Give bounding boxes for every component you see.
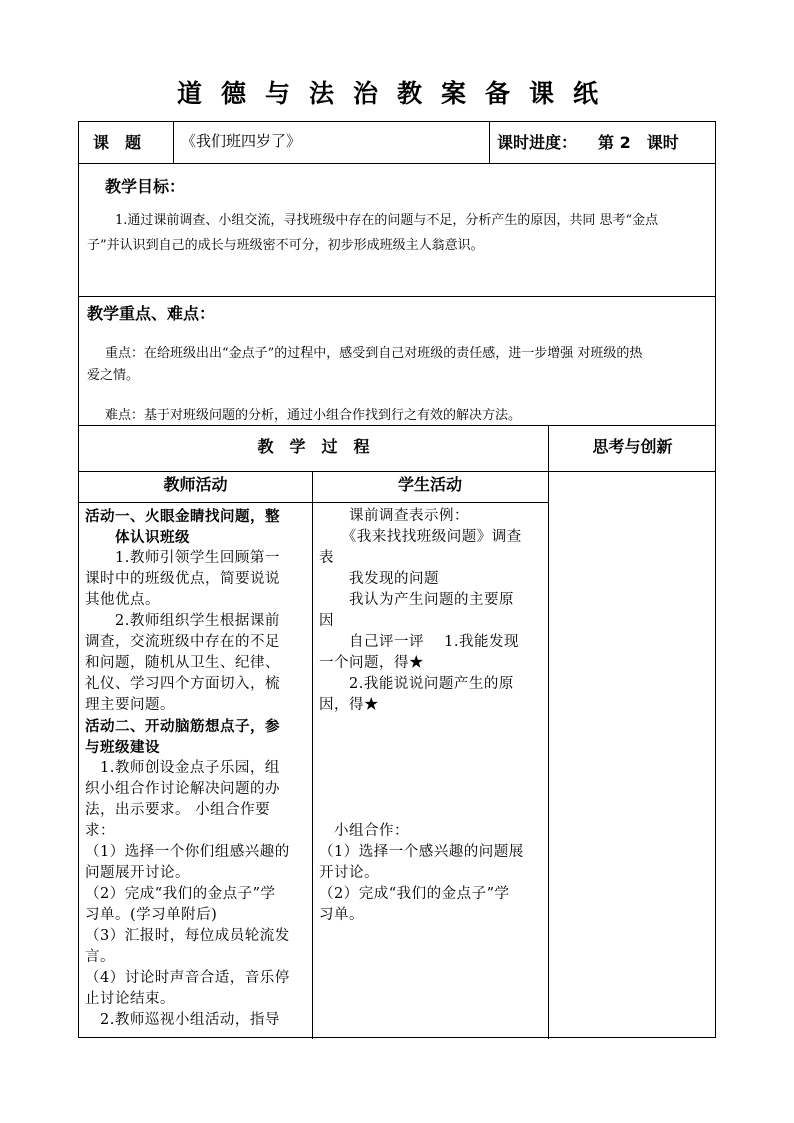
student-line bbox=[319, 758, 545, 779]
teacher-line: 法，出示要求。 小组合作要 bbox=[85, 802, 271, 818]
col-divider bbox=[489, 122, 490, 163]
row-divider bbox=[79, 502, 549, 503]
objectives-line-2: 子”并认识到自己的成长与班级密不可分，初步形成班级主人翁意识。 bbox=[87, 238, 484, 253]
row-divider bbox=[79, 296, 715, 297]
teacher-line: 与班级建设 bbox=[85, 739, 160, 756]
student-line: 习单。 bbox=[319, 907, 364, 923]
teacher-line: 1.教师创设金点子乐园，组 bbox=[85, 760, 280, 776]
student-line: 开讨论。 bbox=[319, 865, 379, 881]
keypoints-heading: 教学重点、难点： bbox=[87, 304, 216, 323]
student-line: 我发现的问题 bbox=[319, 571, 439, 587]
teacher-line: 和问题，随机从卫生、纪律、 bbox=[85, 655, 280, 671]
subject-value: 《我们班四岁了》 bbox=[181, 132, 302, 150]
student-line bbox=[319, 800, 545, 821]
process-heading: 教 学 过 程 bbox=[257, 437, 370, 456]
student-line: 我认为产生问题的主要原 bbox=[319, 592, 514, 608]
teacher-line: 1.教师引领学生回顾第一 bbox=[85, 550, 280, 566]
student-line: 《我来找找班级问题》调查 bbox=[319, 529, 522, 545]
student-line: 因 bbox=[319, 613, 334, 629]
col-divider bbox=[312, 471, 313, 1039]
teacher-line: 礼仪、学习四个方面切入，梳 bbox=[85, 676, 280, 692]
teacher-line: 2.教师巡视小组活动，指导 bbox=[85, 1012, 280, 1028]
student-activities bbox=[319, 506, 545, 926]
student-line: 课前调查表示例： bbox=[319, 508, 469, 524]
teacher-line: 问题展开讨论。 bbox=[85, 865, 190, 881]
teacher-line: 求： bbox=[85, 823, 115, 839]
student-line: 小组合作： bbox=[319, 823, 409, 839]
student-line: 2.我能说说问题产生的原 bbox=[319, 676, 514, 692]
teacher-line: 言。 bbox=[85, 949, 115, 965]
progress-label: 课时进度： bbox=[497, 133, 578, 152]
teacher-line: 课时中的班级优点，简要说说 bbox=[85, 571, 280, 587]
progress-value: 第 2 课时 bbox=[598, 133, 679, 152]
lesson-plan-table bbox=[78, 121, 716, 1038]
teacher-line: 其他优点。 bbox=[85, 592, 160, 608]
teacher-line: 活动一、火眼金睛找问题，整 bbox=[85, 508, 280, 525]
student-line: （1）选择一个感兴趣的问题展 bbox=[319, 844, 524, 860]
student-line bbox=[319, 737, 545, 758]
key-point-line-2: 爱之情。 bbox=[87, 368, 140, 383]
teacher-line: 活动二、开动脑筋想点子，参 bbox=[85, 718, 280, 735]
teacher-line: （2）完成“我们的金点子”学 bbox=[85, 886, 276, 902]
teacher-line: 调查，交流班级中存在的不足 bbox=[85, 634, 280, 650]
difficulty-line: 难点：基于对班级问题的分析，通过小组合作找到行之有效的解决方法。 bbox=[105, 408, 522, 423]
student-line: 一个问题，得★ bbox=[319, 655, 424, 671]
teacher-line: （3）汇报时，每位成员轮流发 bbox=[85, 928, 290, 944]
objectives-heading: 教学目标： bbox=[105, 177, 186, 196]
teacher-activities bbox=[85, 506, 309, 1031]
subject-label: 课 题 bbox=[93, 133, 142, 152]
student-line: 表 bbox=[319, 550, 334, 566]
teacher-line: 止讨论结束。 bbox=[85, 991, 175, 1007]
teacher-line: （4）讨论时声音合适，音乐停 bbox=[85, 970, 290, 986]
student-line bbox=[319, 779, 545, 800]
page-title: 道德与法治教案备课纸 bbox=[176, 79, 617, 108]
col-divider bbox=[173, 122, 174, 163]
student-line: 因，得★ bbox=[319, 697, 379, 713]
teacher-line: 理主要问题。 bbox=[85, 697, 175, 713]
teacher-line: 体认识班级 bbox=[115, 529, 190, 546]
student-line: （2）完成“我们的金点子”学 bbox=[319, 886, 510, 902]
reflection-column bbox=[549, 471, 717, 1039]
student-line: 自己评一评 1.我能发现 bbox=[319, 634, 519, 650]
student-heading: 学生活动 bbox=[397, 475, 462, 494]
reflection-heading: 思考与创新 bbox=[592, 437, 673, 456]
teacher-heading: 教师活动 bbox=[163, 475, 228, 494]
row-divider bbox=[79, 163, 715, 164]
teacher-line: 织小组合作讨论解决问题的办 bbox=[85, 781, 280, 797]
teacher-line: 2.教师组织学生根据课前 bbox=[85, 613, 280, 629]
student-line bbox=[319, 716, 545, 737]
objectives-line-1: 1.通过课前调查、小组交流，寻找班级中存在的问题与不足，分析产生的原因，共同 思考“金点 bbox=[115, 213, 659, 228]
teacher-line: 习单。(学习单附后) bbox=[85, 907, 218, 923]
key-point-line-1: 重点：在给班级出出“金点子”的过程中，感受到自己对班级的责任感，进一步增强 对班级的热 bbox=[105, 346, 643, 361]
teacher-line: （1）选择一个你们组感兴趣的 bbox=[85, 844, 290, 860]
